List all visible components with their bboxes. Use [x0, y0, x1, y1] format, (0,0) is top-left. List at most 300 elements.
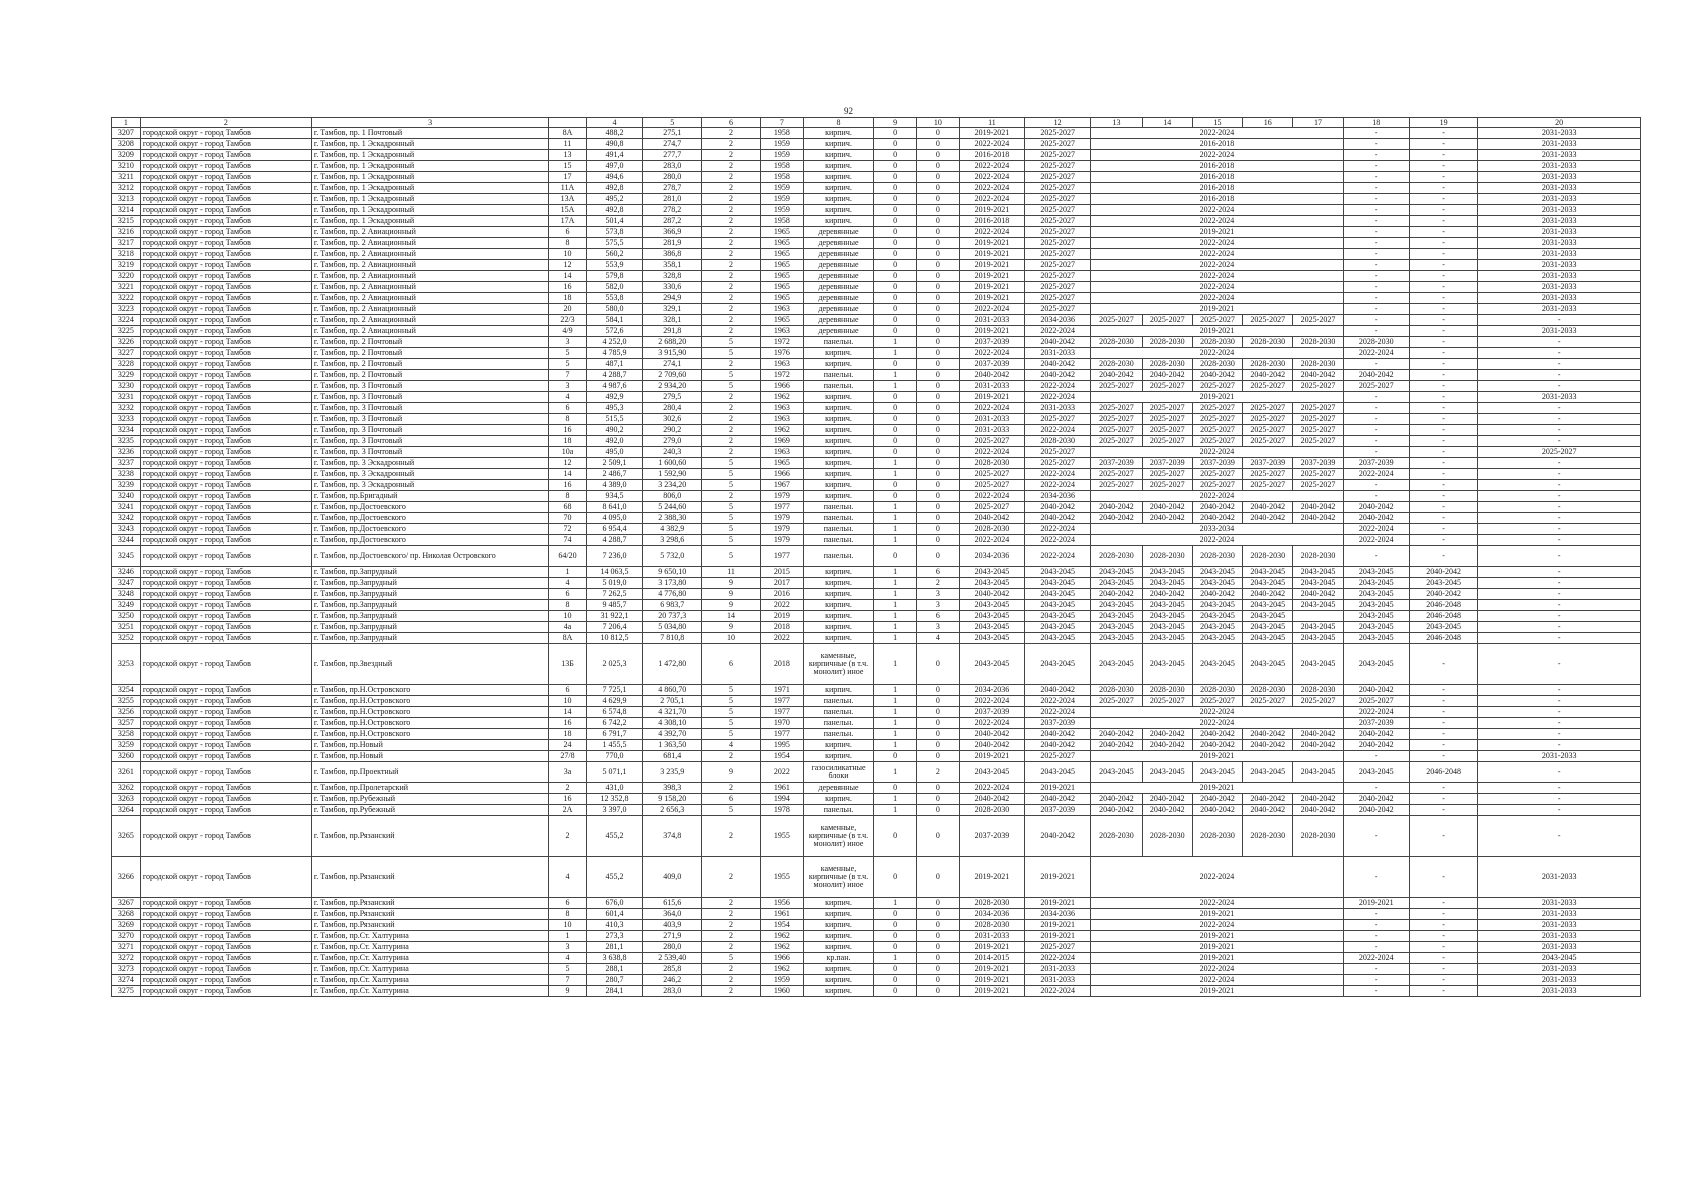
- table-cell: 0: [917, 326, 960, 337]
- table-cell: городской округ - город Тамбов: [140, 205, 311, 216]
- table-cell: 2015: [760, 567, 803, 578]
- table-cell: 0: [917, 920, 960, 931]
- table-cell: 2025-2027: [1025, 183, 1091, 194]
- table-cell: 2025-2027: [1091, 315, 1142, 326]
- table-cell: городской округ - город Тамбов: [140, 816, 311, 857]
- table-cell: городской округ - город Тамбов: [140, 238, 311, 249]
- table-cell: 1958: [760, 161, 803, 172]
- table-cell: -: [1409, 909, 1477, 920]
- table-cell: 2025-2027: [1142, 436, 1192, 447]
- table-cell: 0: [874, 986, 917, 997]
- table-cell: 2: [702, 414, 761, 425]
- table-row: [112, 524, 1641, 535]
- table-cell: 5 019,0: [586, 578, 643, 589]
- table-cell: 2022-2024: [959, 183, 1024, 194]
- table-cell: 283,0: [643, 161, 702, 172]
- table-cell: 3258: [112, 729, 141, 740]
- table-cell: г. Тамбов, пр.Запрудный: [311, 589, 548, 600]
- table-cell: 2025-2027: [1243, 696, 1293, 707]
- table-cell: 4 308,10: [643, 718, 702, 729]
- table-cell: -: [1343, 172, 1409, 183]
- table-cell: 2: [702, 282, 761, 293]
- table-cell: 0: [917, 502, 960, 513]
- table-cell: 2031-2033: [1478, 909, 1641, 920]
- table-cell: 2019-2021: [959, 260, 1024, 271]
- table-cell: 14 063,5: [586, 567, 643, 578]
- table-cell: 1: [874, 524, 917, 535]
- table-cell: -: [1343, 249, 1409, 260]
- table-cell: 1963: [760, 447, 803, 458]
- table-cell: 3231: [112, 392, 141, 403]
- table-cell: 2025-2027: [1025, 128, 1091, 139]
- table-cell: 0: [917, 282, 960, 293]
- table-cell: 2: [702, 172, 761, 183]
- table-cell: 0: [917, 975, 960, 986]
- table-cell: 2028-2030: [1293, 359, 1343, 370]
- table-row: [112, 282, 1641, 293]
- table-cell: г. Тамбов, пр. 3 Почтовый: [311, 425, 548, 436]
- table-cell: 2043-2045: [1142, 762, 1192, 783]
- table-cell: 1: [874, 589, 917, 600]
- table-cell: 2025-2027: [1025, 150, 1091, 161]
- table-row: [112, 805, 1641, 816]
- table-cell: 4: [549, 392, 586, 403]
- table-cell: 2040-2042: [1142, 729, 1192, 740]
- table-cell: 2040-2042: [1293, 740, 1343, 751]
- table-cell: 0: [874, 403, 917, 414]
- table-cell: г. Тамбов, пр. 3 Почтовый: [311, 447, 548, 458]
- table-cell: 2025-2027: [1025, 227, 1091, 238]
- table-cell: городской округ - город Тамбов: [140, 326, 311, 337]
- table-cell: кирпич.: [803, 480, 874, 491]
- table-cell: 2022-2024: [1025, 524, 1091, 535]
- table-cell: 403,9: [643, 920, 702, 931]
- table-cell: 0: [917, 216, 960, 227]
- table-cell: 3 298,6: [643, 535, 702, 546]
- table-cell: 2019-2021: [959, 751, 1024, 762]
- table-cell: 410,3: [586, 920, 643, 931]
- table-cell: 1959: [760, 150, 803, 161]
- table-cell: кирпич.: [803, 447, 874, 458]
- table-cell: 2: [702, 238, 761, 249]
- table-cell: 1961: [760, 909, 803, 920]
- table-cell: 3262: [112, 783, 141, 794]
- table-cell: 0: [917, 783, 960, 794]
- table-cell: 1958: [760, 172, 803, 183]
- table-cell: 2043-2045: [1025, 600, 1091, 611]
- table-row: [112, 150, 1641, 161]
- table-row: [112, 403, 1641, 414]
- table-cell: 1977: [760, 696, 803, 707]
- table-row: [112, 942, 1641, 953]
- column-header: 3: [311, 118, 548, 128]
- table-cell: 284,1: [586, 986, 643, 997]
- table-cell: -: [1409, 740, 1477, 751]
- table-cell: 3254: [112, 685, 141, 696]
- table-cell: 2031-2033: [1478, 161, 1641, 172]
- table-cell: 2040-2042: [1192, 805, 1242, 816]
- table-row: [112, 707, 1641, 718]
- table-cell: 2: [702, 128, 761, 139]
- table-cell: г. Тамбов, пр. 1 Почтовый: [311, 128, 548, 139]
- table-cell: 8А: [549, 633, 586, 644]
- table-cell: 2: [702, 909, 761, 920]
- table-cell: 2040-2042: [1293, 513, 1343, 524]
- table-cell: 2022-2024: [1091, 718, 1343, 729]
- table-cell: 2043-2045: [1192, 644, 1242, 685]
- table-cell: 2040-2042: [959, 513, 1024, 524]
- table-cell: 1965: [760, 458, 803, 469]
- table-cell: г. Тамбов, пр.Рубежный: [311, 794, 548, 805]
- table-cell: г. Тамбов, пр.Ст. Халтурина: [311, 975, 548, 986]
- table-cell: деревянные: [803, 227, 874, 238]
- table-cell: 1: [874, 381, 917, 392]
- table-cell: 1972: [760, 337, 803, 348]
- table-cell: кирпич.: [803, 600, 874, 611]
- table-cell: 2043-2045: [1025, 644, 1091, 685]
- table-cell: г. Тамбов, пр.Рязанский: [311, 909, 548, 920]
- table-cell: 2: [702, 986, 761, 997]
- table-cell: -: [1409, 293, 1477, 304]
- table-cell: 8: [549, 491, 586, 502]
- table-cell: 10: [702, 633, 761, 644]
- table-cell: 0: [874, 920, 917, 931]
- table-cell: 281,9: [643, 238, 702, 249]
- table-cell: 0: [874, 139, 917, 150]
- table-cell: 2022-2024: [1091, 857, 1343, 898]
- table-cell: -: [1478, 502, 1641, 513]
- table-cell: 2: [702, 942, 761, 953]
- table-row: [112, 139, 1641, 150]
- table-cell: кирпич.: [803, 436, 874, 447]
- table-cell: городской округ - город Тамбов: [140, 436, 311, 447]
- table-cell: деревянные: [803, 249, 874, 260]
- table-cell: 5: [702, 953, 761, 964]
- table-cell: -: [1409, 469, 1477, 480]
- table-cell: городской округ - город Тамбов: [140, 249, 311, 260]
- table-cell: 13Б: [549, 644, 586, 685]
- table-cell: 2019-2021: [1025, 920, 1091, 931]
- table-cell: 0: [917, 271, 960, 282]
- table-cell: -: [1409, 931, 1477, 942]
- table-cell: 2025-2027: [1243, 381, 1293, 392]
- table-cell: 2043-2045: [959, 622, 1024, 633]
- table-cell: -: [1409, 282, 1477, 293]
- table-cell: -: [1409, 986, 1477, 997]
- table-cell: кирпич.: [803, 183, 874, 194]
- table-cell: 3 173,80: [643, 578, 702, 589]
- table-cell: 4: [549, 953, 586, 964]
- table-cell: 13А: [549, 194, 586, 205]
- table-cell: 13: [549, 150, 586, 161]
- table-cell: деревянные: [803, 293, 874, 304]
- table-cell: 2016-2018: [1091, 161, 1343, 172]
- table-cell: 2037-2039: [1343, 718, 1409, 729]
- table-cell: 4: [549, 578, 586, 589]
- table-cell: 1: [874, 740, 917, 751]
- column-header: 8: [803, 118, 874, 128]
- table-cell: 2043-2045: [1293, 622, 1343, 633]
- table-cell: -: [1409, 502, 1477, 513]
- table-cell: 1 472,80: [643, 644, 702, 685]
- table-cell: 329,1: [643, 304, 702, 315]
- table-cell: -: [1409, 381, 1477, 392]
- table-cell: -: [1478, 381, 1641, 392]
- table-cell: 17А: [549, 216, 586, 227]
- table-cell: 1963: [760, 326, 803, 337]
- table-cell: кирпич.: [803, 414, 874, 425]
- table-cell: кирпич.: [803, 205, 874, 216]
- table-cell: -: [1478, 611, 1641, 622]
- table-cell: 2043-2045: [1192, 567, 1242, 578]
- table-cell: 3259: [112, 740, 141, 751]
- table-cell: 0: [874, 909, 917, 920]
- table-cell: 1963: [760, 359, 803, 370]
- table-cell: 2025-2027: [1293, 381, 1343, 392]
- table-cell: г. Тамбов, пр.Рязанский: [311, 857, 548, 898]
- table-cell: 490,2: [586, 425, 643, 436]
- table-cell: 2028-2030: [1293, 337, 1343, 348]
- column-header: 6: [702, 118, 761, 128]
- table-cell: 3266: [112, 857, 141, 898]
- table-row: [112, 762, 1641, 783]
- table-cell: 4 776,80: [643, 589, 702, 600]
- table-cell: 1965: [760, 227, 803, 238]
- table-cell: городской округ - город Тамбов: [140, 535, 311, 546]
- table-cell: 492,8: [586, 205, 643, 216]
- table-cell: 2040-2042: [1293, 370, 1343, 381]
- table-cell: 1965: [760, 282, 803, 293]
- table-cell: 0: [917, 139, 960, 150]
- table-cell: г. Тамбов, пр.Н.Островского: [311, 718, 548, 729]
- table-cell: 18: [549, 293, 586, 304]
- table-cell: 1: [874, 898, 917, 909]
- table-cell: 2025-2027: [1243, 469, 1293, 480]
- table-cell: 6: [549, 403, 586, 414]
- table-cell: кирпич.: [803, 194, 874, 205]
- table-cell: г. Тамбов, пр.Достоевского: [311, 524, 548, 535]
- table-cell: -: [1478, 370, 1641, 381]
- table-cell: 2040-2042: [1192, 589, 1242, 600]
- table-cell: 2037-2039: [1091, 458, 1142, 469]
- table-cell: -: [1409, 816, 1477, 857]
- table-cell: кирпич.: [803, 794, 874, 805]
- table-cell: городской округ - город Тамбов: [140, 762, 311, 783]
- table-cell: 2025-2027: [1192, 403, 1242, 414]
- table-cell: 3239: [112, 480, 141, 491]
- column-header: 12: [1025, 118, 1091, 128]
- table-cell: 2025-2027: [1243, 403, 1293, 414]
- table-cell: кирпич.: [803, 898, 874, 909]
- table-cell: 2040-2042: [1343, 370, 1409, 381]
- table-cell: 0: [917, 751, 960, 762]
- table-cell: кирпич.: [803, 425, 874, 436]
- table-cell: 3 235,9: [643, 762, 702, 783]
- table-cell: 2031-2033: [1478, 975, 1641, 986]
- table-cell: кирпич.: [803, 172, 874, 183]
- table-row: [112, 326, 1641, 337]
- table-cell: 3237: [112, 458, 141, 469]
- table-cell: 2025-2027: [1293, 414, 1343, 425]
- table-cell: кирпич.: [803, 458, 874, 469]
- table-cell: 6: [702, 644, 761, 685]
- table-cell: 2031-2033: [1478, 205, 1641, 216]
- table-cell: 1: [549, 931, 586, 942]
- table-cell: 431,0: [586, 783, 643, 794]
- table-cell: 2025-2027: [1293, 436, 1343, 447]
- table-cell: 2025-2027: [1025, 216, 1091, 227]
- table-cell: -: [1343, 975, 1409, 986]
- table-cell: 5: [702, 718, 761, 729]
- table-cell: 2022-2024: [1025, 535, 1091, 546]
- table-row: [112, 816, 1641, 857]
- table-cell: 5: [702, 535, 761, 546]
- table-cell: 7 725,1: [586, 685, 643, 696]
- table-cell: 2031-2033: [1478, 172, 1641, 183]
- table-cell: 2025-2027: [1478, 447, 1641, 458]
- table-cell: 0: [917, 805, 960, 816]
- table-row: [112, 205, 1641, 216]
- table-cell: 2043-2045: [959, 633, 1024, 644]
- table-cell: 2025-2027: [1142, 414, 1192, 425]
- table-cell: кирпич.: [803, 348, 874, 359]
- table-cell: 1: [874, 805, 917, 816]
- table-row: [112, 931, 1641, 942]
- table-cell: г. Тамбов, пр.Рязанский: [311, 920, 548, 931]
- table-cell: кирпич.: [803, 633, 874, 644]
- table-cell: 3235: [112, 436, 141, 447]
- table-cell: 2 709,60: [643, 370, 702, 381]
- table-row: [112, 469, 1641, 480]
- table-cell: 2040-2042: [1142, 740, 1192, 751]
- table-cell: 2022-2024: [1091, 282, 1343, 293]
- table-cell: 2040-2042: [1293, 589, 1343, 600]
- table-cell: 3228: [112, 359, 141, 370]
- table-cell: -: [1343, 194, 1409, 205]
- table-cell: 2019-2021: [1091, 783, 1343, 794]
- table-cell: 2025-2027: [1192, 469, 1242, 480]
- table-cell: 0: [917, 447, 960, 458]
- table-row: [112, 304, 1641, 315]
- table-cell: 2040-2042: [1343, 740, 1409, 751]
- table-cell: 2040-2042: [1343, 805, 1409, 816]
- table-cell: 2025-2027: [1091, 469, 1142, 480]
- table-cell: 2037-2039: [959, 816, 1024, 857]
- table-cell: кирпич.: [803, 139, 874, 150]
- table-cell: 2043-2045: [1243, 633, 1293, 644]
- table-cell: 330,6: [643, 282, 702, 293]
- table-cell: 3246: [112, 567, 141, 578]
- table-cell: -: [1409, 447, 1477, 458]
- column-header: 5: [643, 118, 702, 128]
- table-cell: -: [1409, 271, 1477, 282]
- table-cell: городской округ - город Тамбов: [140, 633, 311, 644]
- table-cell: 4 785,9: [586, 348, 643, 359]
- table-cell: 2022-2024: [1091, 535, 1343, 546]
- table-cell: 2 388,30: [643, 513, 702, 524]
- table-cell: 283,0: [643, 986, 702, 997]
- table-cell: городской округ - город Тамбов: [140, 414, 311, 425]
- table-cell: 2019-2021: [1091, 751, 1343, 762]
- table-cell: -: [1409, 425, 1477, 436]
- table-cell: 0: [917, 513, 960, 524]
- table-cell: 3265: [112, 816, 141, 857]
- table-cell: 5: [702, 729, 761, 740]
- table-cell: 2022-2024: [1025, 326, 1091, 337]
- table-cell: 0: [874, 392, 917, 403]
- table-cell: г. Тамбов, пр.Н.Островского: [311, 707, 548, 718]
- table-cell: 2043-2045: [1243, 644, 1293, 685]
- table-cell: г. Тамбов, пр.Ст. Халтурина: [311, 986, 548, 997]
- table-cell: 2040-2042: [1409, 567, 1477, 578]
- table-row: [112, 381, 1641, 392]
- table-cell: 7 206,4: [586, 622, 643, 633]
- table-cell: 2016-2018: [1091, 194, 1343, 205]
- table-cell: 2: [702, 783, 761, 794]
- table-cell: 2 539,40: [643, 953, 702, 964]
- table-cell: -: [1409, 696, 1477, 707]
- table-cell: г. Тамбов, пр.Достоевского: [311, 513, 548, 524]
- table-cell: кирпич.: [803, 622, 874, 633]
- table-cell: 2040-2042: [1142, 589, 1192, 600]
- table-cell: 2028-2030: [1025, 436, 1091, 447]
- table-cell: 2031-2033: [1478, 920, 1641, 931]
- table-cell: 2040-2042: [1025, 816, 1091, 857]
- table-cell: 4: [917, 633, 960, 644]
- table-cell: 278,2: [643, 205, 702, 216]
- table-cell: 2025-2027: [1025, 205, 1091, 216]
- table-cell: 2043-2045: [1192, 611, 1242, 622]
- table-row: [112, 128, 1641, 139]
- table-cell: 2043-2045: [1142, 578, 1192, 589]
- table-cell: 12: [549, 458, 586, 469]
- table-cell: -: [1343, 161, 1409, 172]
- table-row: [112, 600, 1641, 611]
- table-cell: 1: [874, 348, 917, 359]
- page-number: 92: [844, 106, 853, 116]
- table-cell: 3257: [112, 718, 141, 729]
- table-cell: 2028-2030: [959, 920, 1024, 931]
- table-cell: -: [1409, 194, 1477, 205]
- table-cell: 5: [549, 359, 586, 370]
- table-cell: панельн.: [803, 696, 874, 707]
- table-cell: 5 034,80: [643, 622, 702, 633]
- table-cell: 285,8: [643, 964, 702, 975]
- table-cell: 2043-2045: [959, 567, 1024, 578]
- table-cell: городской округ - город Тамбов: [140, 685, 311, 696]
- table-cell: 2019-2021: [1091, 304, 1343, 315]
- table-cell: -: [1343, 425, 1409, 436]
- table-cell: 2019-2021: [959, 238, 1024, 249]
- table-cell: 3255: [112, 696, 141, 707]
- table-cell: городской округ - город Тамбов: [140, 282, 311, 293]
- table-cell: 2034-2036: [1025, 491, 1091, 502]
- table-cell: 2028-2030: [1243, 546, 1293, 567]
- table-cell: 2016-2018: [959, 216, 1024, 227]
- table-cell: 553,9: [586, 260, 643, 271]
- table-cell: 2031-2033: [1478, 751, 1641, 762]
- table-cell: 5: [702, 513, 761, 524]
- table-cell: 2031-2033: [1478, 139, 1641, 150]
- table-cell: 1995: [760, 740, 803, 751]
- table-cell: -: [1478, 718, 1641, 729]
- table-cell: 2043-2045: [1192, 578, 1242, 589]
- table-cell: 2025-2027: [1192, 414, 1242, 425]
- table-cell: 5 071,1: [586, 762, 643, 783]
- table-cell: 1955: [760, 857, 803, 898]
- table-cell: г. Тамбов, пр. 2 Авиационный: [311, 326, 548, 337]
- table-cell: 2031-2033: [959, 381, 1024, 392]
